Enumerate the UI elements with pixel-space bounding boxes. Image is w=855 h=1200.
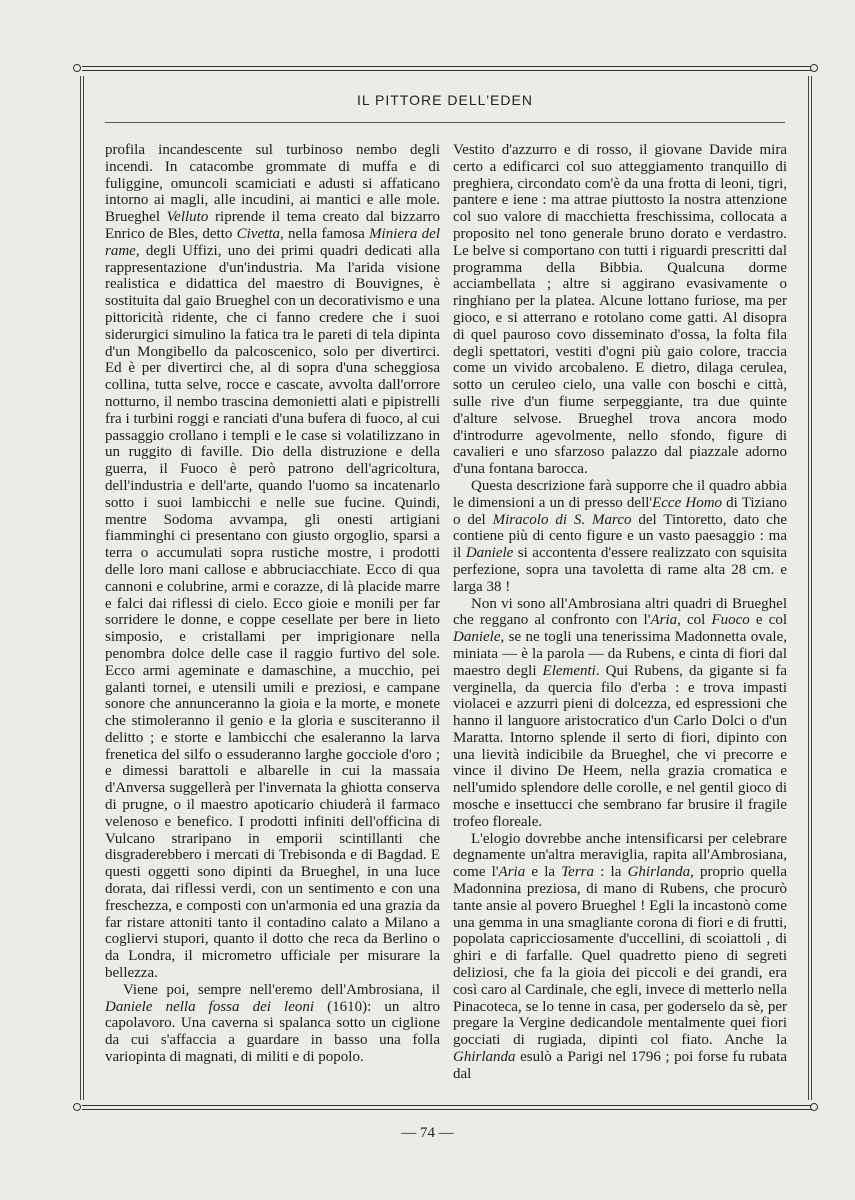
corner-ornament-bottom-right (810, 1103, 818, 1111)
left-text-column (105, 142, 440, 1066)
text-run: , se ne togli una tenerissima Madonnetta ovale, miniata — è la parola — da Rubens, e cinta di fiori dal maestro degli (453, 629, 787, 679)
page-number: — 74 — (401, 1125, 454, 1141)
text-run: Viene poi, sempre nell'eremo dell'Ambrosiana, il (123, 981, 440, 998)
text-run: , degli Uffizi, uno dei primi quadri dedicati alla rappresentazione d'un'industria. Ma l'arida visione realistica e didattica del maestro di Bouvignes, è sostituita dal gaio Brueghel con un decorativismo e una pittoricità ridente, che ci fanno credere che i suoi siderurgici simulino la fatica tra le pareti di tela dipinta d'un Mongibello da palcoscenico, solo per divertirci. Ed è per divertirci che, al di sopra d'una scheggiosa collina, tutta selve, rocce e cascate, avvolta dall'orrore notturno, il nembo trascina demonietti alati e pipistrelli fra i turbini roggi e ranciati d'una bufera di fuoco, al cui passaggio crollano i templi e le case si volatilizzano in un ruggito di faville. Dio della distruzione e della guerra, il Fuoco è però patrono dell'agricoltura, dell'industria e dell'arte, quando l'uomo sa incatenarlo sotto i suoi lambicchi e nelle sue fucine. Quindi, mentre Sodoma avvampa, gli onesti artigiani fiamminghi ci presentano con giusto orgoglio, sparsi a terra o accumulati sopra rustiche mostre, i prodotti delle loro mani callose e abbruciacchiate. Ecco di qua cannoni e colubrine, armi e corazze, di là placide marre e falci dai riflessi di cielo. Ecco gioie e monili per far sorridere le donne, e coppe cesellate per bere in lieto simposio, e cristallami per imprigionare nella penombra dolce delle case il raggio furtivo del sole. Ecco armi ageminate e damaschine, a mucchio, pei galanti tornei, e utensili umili e preziosi, e campane sonore che annunceranno la gioia e la morte, e monete che stimoleranno il genio e la gloria e susciteranno il delitto ; e storte e lambicchi che esaleranno la larva frenetica del silfo o essuderanno larghe gocciole d'oro ; e dimessi barattoli e albarelle in cui la massaia d'Anversa suggellerà per l'invernata la ghiotta conserva di prugne, o il maestro apoticario chiuderà il farmaco velenoso e benefico. I prodotti infiniti dell'officina di Vulcano straripano in emporii scintillanti che disgraderebbero i mercati di Trebisonda e di Bagdad. E questi oggetti sono dipinti da Brueghel, in una luce dorata, dai riflessi verdi, con un sentimento e con una freschezza, e composti con un'armonia ed una grazia da far ristare attoniti tanto il contadino calato a Milano a cogliervi stupori, quanto il dotto che reca da Berlino o da Londra, il micrometro ufficiale per misurare la bellezza. (105, 242, 440, 982)
text-run: . Qui Rubens, da gigante si fa verginella, da quercia filo d'erba : e trova impasti violacei e azzurri pieni di dolcezza, ed espressioni che hanno il languore aristocratico d'un Carlo Dolci o d'un Maratta. Intorno splende il serto di fiori, dipinto con una lievità indicibile da Brueghel, che vi precorre e vince il divino De Heem, nella grazia cromatica e nell'umido splendore delle corolle, e nel gentil gioco di mosche e insettucci che sembrano far brusire il fragile trofeo floreale. (453, 662, 787, 830)
italic-title: Fuoco (711, 612, 750, 629)
text-run: si accontenta d'essere realizzato con squisita perfezione, sopra una tavoletta di rame alta 28 cm. e larga 38 ! (453, 545, 787, 595)
text-run: (1610): un altro capolavoro. Una caverna si spalanca sotto un ciglione da cui s'affaccia a guardare in basso una folla variopinta di magnati, di militi e di popolo. (105, 998, 440, 1066)
italic-title: Terra (561, 864, 595, 881)
text-run: : la (594, 864, 628, 881)
italic-title: Aria (498, 864, 526, 881)
text-run: e la (525, 864, 562, 881)
paragraph (105, 982, 440, 1066)
text-run: Non vi sono all'Ambrosiana altri quadri di Brueghel che reggano al confronto con l' (453, 595, 787, 629)
italic-title: Miracolo di S. Marco (492, 511, 632, 528)
italic-title: Civetta (236, 225, 280, 242)
paragraph (105, 142, 440, 982)
text-run: e col (749, 612, 788, 629)
top-border-outer (82, 66, 812, 67)
italic-title: Ghirlanda (627, 864, 691, 881)
right-border-outer (811, 76, 812, 1100)
italic-title: Elementi (542, 662, 596, 679)
corner-ornament-top-right (810, 64, 818, 72)
text-run: , nella famosa (280, 225, 370, 242)
italic-title: Miniera del rame (105, 225, 440, 259)
italic-title: Velluto (166, 209, 209, 226)
italic-title: Daniele nella fossa dei leoni (105, 998, 315, 1015)
text-run: profila incandescente sul turbinoso nembo degli incendi. In catacombe grommate di muffa e di fuliggine, omuncoli scamiciati e adusti si affaticano intorno ai magli, alle incudini, ai mantici e alle mole. Brueghel (105, 142, 440, 226)
italic-title: Ecce Homo (652, 494, 723, 511)
left-border-outer (80, 76, 81, 1100)
italic-title: Daniele (453, 629, 501, 646)
header-rule (105, 122, 785, 123)
text-run: esulò a Parigi nel 1796 ; poi forse fu rubata dal (453, 1049, 787, 1082)
running-header: IL PITTORE DELL'EDEN (357, 92, 533, 108)
paragraph (453, 831, 787, 1083)
paragraph (453, 596, 787, 831)
paragraph (453, 142, 787, 478)
bottom-border-outer (82, 1105, 812, 1106)
corner-ornament-bottom-left (73, 1103, 81, 1111)
bottom-border-inner (82, 1109, 812, 1110)
text-run: , proprio quella Madonnina preziosa, di mano di Rubens, che procurò tante ansie al povero Brueghel ! Egli la incastonò come una gemma in una smagliante corona di fiori e di frutti, popolata capricciosamente d'uccellini, di scoiattoli , di ghiri e di farfalle. Quel quadretto pieno di segreti deliziosi, che fa la gioia dei piccoli e dei grandi, era così caro al Cardinale, che egli, invece di metterlo nella Pinacoteca, se lo tenne in casa, per goderselo da sè, per pregare la Vergine dedicandole mentalmente quei fiori gocciati di rugiada, dipinti col fiato. Anche la (453, 864, 787, 1049)
text-run: , col (677, 612, 712, 629)
text-run: Vestito d'azzurro e di rosso, il giovane Davide mira certo a edificarci col suo atteggiamento tranquillo di preghiera, circondato com'è da una frotta di leoni, tigri, pantere e iene : ma attrae piuttosto la nostra attenzione col suo valore di macchietta freschissima, collocata a proposito nel tono generale bruno dorato e verdastro. Le belve si comportano con tutti i riguardi prescritti dal programma della Bibbia. Qualcuna dorme acciambellata ; altre si aggirano evasivamente o ringhiano per la platea. Alcune lottano furiose, ma per gioco, e si atterrano e rotolano come gatti. Al disopra di quel pauroso covo disseminato d'ossa, la folta fila degli spettatori, vestiti d'ogni più gaio colore, traccia come un vivido arcobaleno. E dietro, dilaga cerulea, sotto un ceruleo cielo, una valle con boschi e città, sulle rive d'un fiume serpeggiante, tra due quinte d'alture selvose. Brueghel trova ancora modo d'introdurre agevolmente, nello sfondo, figure di cavalieri e uno sfarzoso palazzo dal piazzale adorno d'una fontana barocca. (453, 142, 787, 478)
top-border-inner (82, 70, 812, 71)
corner-ornament-top-left (73, 64, 81, 72)
right-border-inner (808, 76, 809, 1100)
text-run: di Tiziano o del (453, 494, 787, 528)
italic-title: Aria (650, 612, 678, 629)
text-run: Questa descrizione farà supporre che il quadro abbia le dimensioni a un di presso dell' (453, 477, 787, 511)
italic-title: Daniele (465, 545, 514, 562)
right-text-column (453, 142, 787, 1083)
paragraph (453, 478, 787, 596)
text-run: del Tintoretto, dato che contiene più di cento figure e un vasto paesaggio : ma il (453, 511, 787, 562)
left-border-inner (83, 76, 84, 1100)
italic-title: Ghirlanda (453, 1049, 516, 1066)
text-run: riprende il tema creato dal bizzarro Enrico de Bles, detto (105, 209, 440, 242)
text-run: L'elogio dovrebbe anche intensificarsi per celebrare degnamente un'altra meraviglia, rapita all'Ambrosiana, come l' (453, 830, 787, 881)
